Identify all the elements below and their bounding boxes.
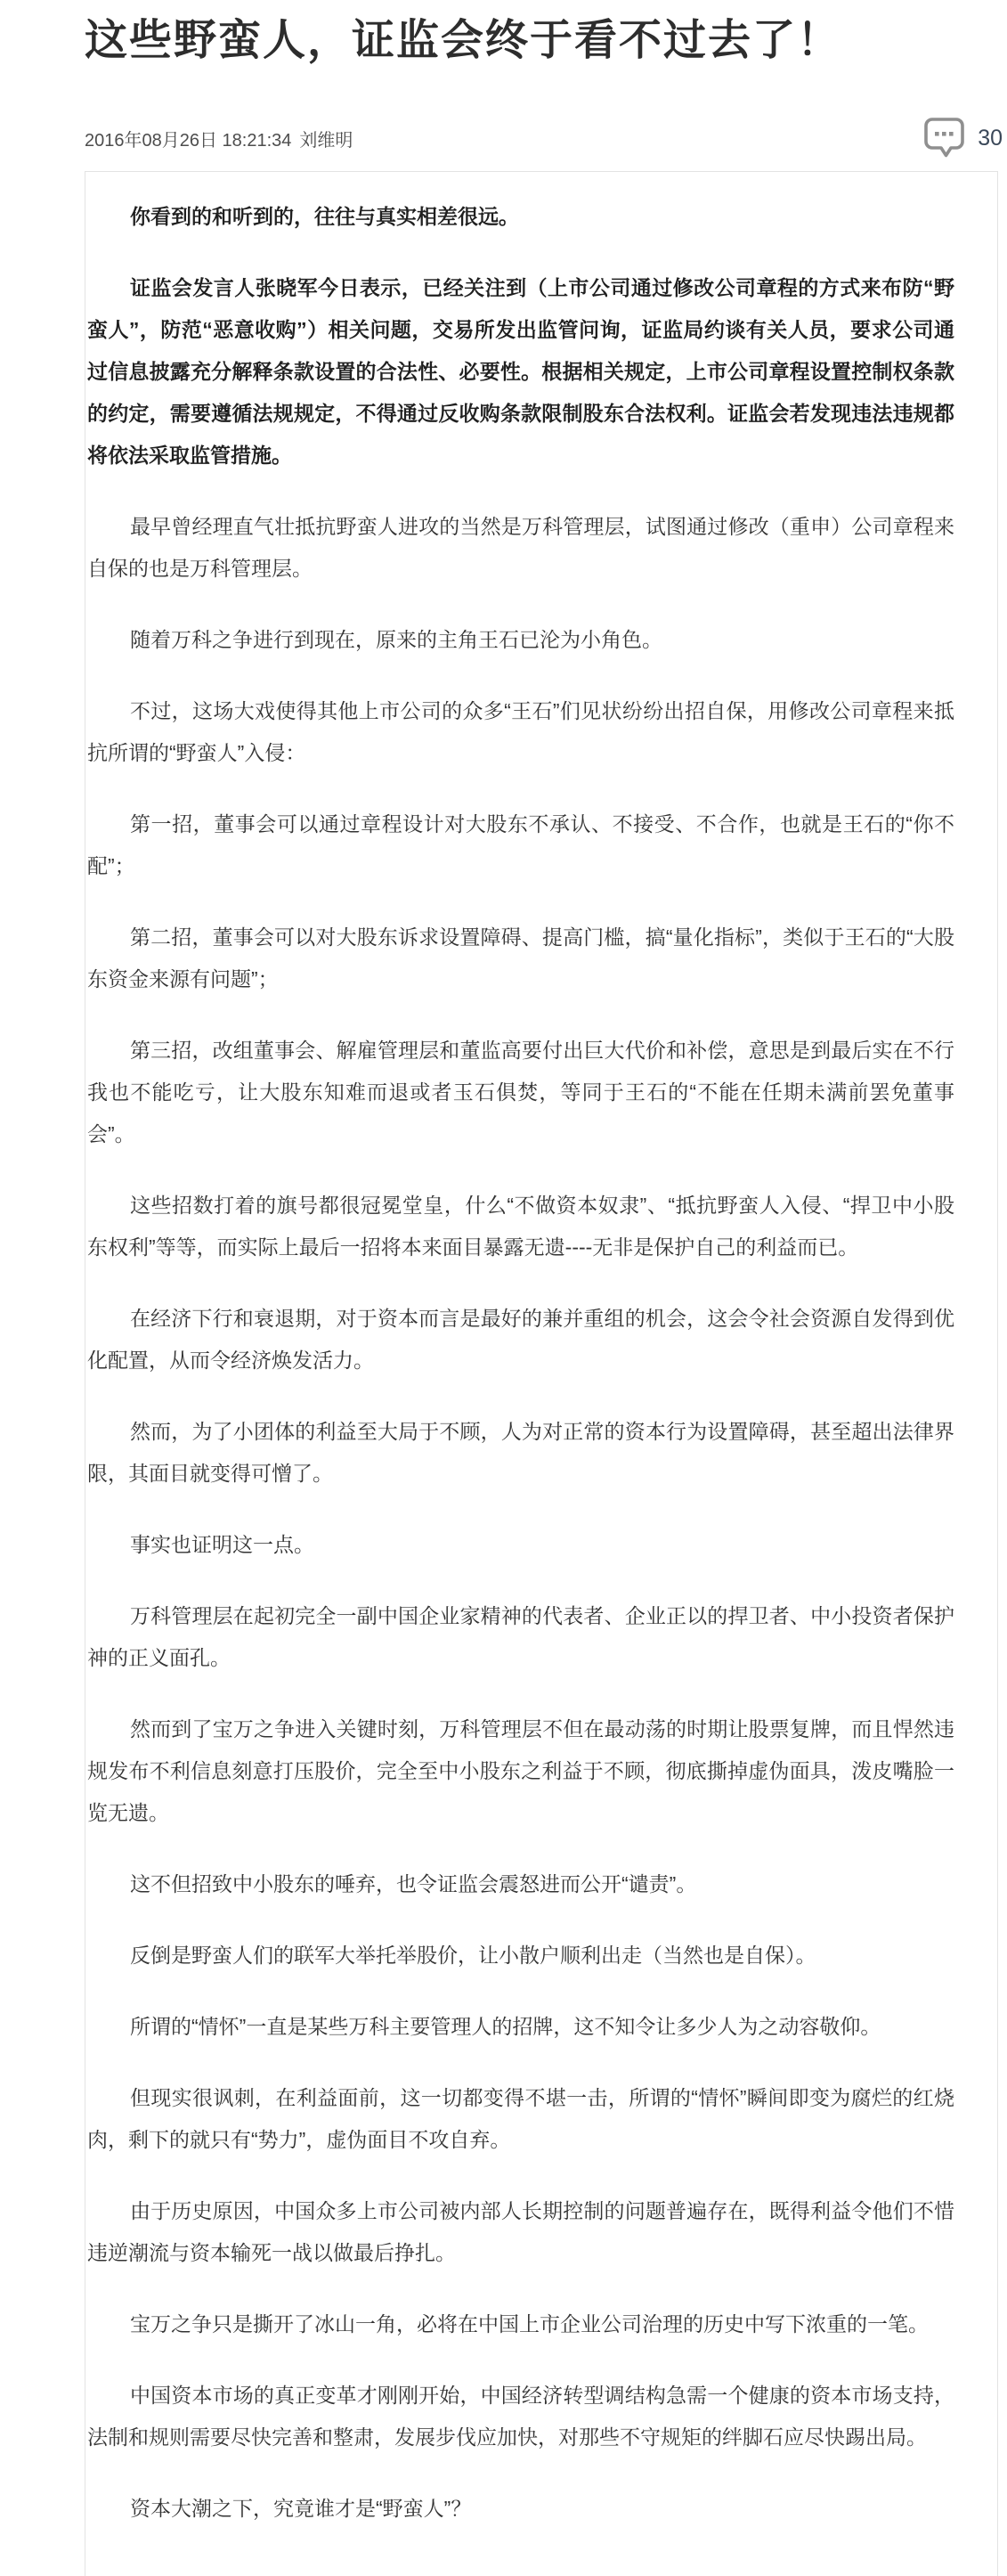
article-body [85, 171, 998, 2576]
article-meta [85, 126, 353, 151]
paragraph: 万科管理层在起初完全一副中国企业家精神的代表者、企业正以的捍卫者、中小投资者保护神的正义面孔。 [87, 1603, 954, 1669]
paragraph: 中国资本市场的真正变革才刚刚开始，中国经济转型调结构急需一个健康的资本市场支持，法制和规则需要尽快完善和整肃，发展步伐应加快，对那些不守规矩的绊脚石应尽快踢出局。 [87, 2383, 954, 2449]
article-title: 这些野蛮人，证监会终于看不过去了！ [85, 17, 842, 64]
paragraph: 第一招，董事会可以通过章程设计对大股东不承认、不接受、不合作，也就是王石的“你不配”； [87, 811, 954, 877]
paragraph: 第二招，董事会可以对大股东诉求设置障碍、提高门槛，搞“量化指标”，类似于王石的“大股东资金来源有问题”； [87, 925, 954, 990]
paragraph: 随着万科之争进行到现在，原来的主角王石已沦为小角色。 [130, 627, 662, 651]
article-page [85, 0, 1004, 2576]
paragraph: 事实也证明这一点。 [130, 1532, 314, 1556]
paragraph: 然而，为了小团体的利益至大局于不顾，人为对正常的资本行为设置障碍，甚至超出法律界限，其面目就变得可憎了。 [87, 1419, 954, 1485]
article-author: 刘维明 [299, 131, 353, 151]
paragraph: 第三招，改组董事会、解雇管理层和董监高要付出巨大代价和补偿，意思是到最后实在不行我也不能吃亏，让大股东知难而退或者玉石俱焚，等同于王石的“不能在任期未满前罢免董事会”。 [87, 1038, 954, 1145]
paragraph: 然而到了宝万之争进入关键时刻，万科管理层不但在最动荡的时期让股票复牌，而且悍然违规发布不利信息刻意打压股价，完全至中小股东之利益于不顾，彻底撕掉虚伪面具，泼皮嘴脸一览无遗。 [87, 1716, 954, 1824]
paragraph: 你看到的和听到的，往往与真实相差很远。 [130, 204, 519, 228]
paragraph: 这些招数打着的旗号都很冠冕堂皇，什么“不做资本奴隶”、“抵抗野蛮人入侵、“捍卫中小股东权利”等等，而实际上最后一招将本来面目暴露无遗----无非是保护自己的利益而已。 [87, 1193, 954, 1259]
comment-button[interactable] [923, 117, 1004, 161]
paragraph: 所谓的“情怀”一直是某些万科主要管理人的招牌，这不知令让多少人为之动容敬仰。 [130, 2014, 881, 2038]
paragraph: 在经济下行和衰退期，对于资本而言是最好的兼并重组的机会，这会令社会资源自发得到优化配置，从而令经济焕发活力。 [87, 1306, 954, 1372]
speech-bubble-icon [923, 117, 965, 161]
paragraph: 宝万之争只是撕开了冰山一角，必将在中国上市企业公司治理的历史中写下浓重的一笔。 [130, 2311, 929, 2336]
paragraph: 反倒是野蛮人们的联军大举托举股价，让小散户顺利出走（当然也是自保）。 [130, 1943, 816, 1967]
paragraph: 最早曾经理直气壮抵抗野蛮人进攻的当然是万科管理层，试图通过修改（重申）公司章程来自保的也是万科管理层。 [87, 514, 954, 580]
paragraph-list [87, 196, 954, 2530]
paragraph: 不过，这场大戏使得其他上市公司的众多“王石”们见状纷纷出招自保，用修改公司章程来抵抗所谓的“野蛮人”入侵： [87, 698, 954, 764]
article-datetime: 2016年08月26日 18:21:34 [85, 131, 292, 151]
comment-count: 30 [978, 126, 1003, 151]
paragraph: 但现实很讽刺，在利益面前，这一切都变得不堪一击，所谓的“情怀”瞬间即变为腐烂的红烧肉，剩下的就只有“势力”，虚伪面目不攻自弃。 [87, 2085, 954, 2151]
paragraph: 这不但招致中小股东的唾弃，也令证监会震怒进而公开“谴责”。 [130, 1871, 697, 1895]
paragraph: 由于历史原因，中国众多上市公司被内部人长期控制的问题普遍存在，既得利益令他们不惜违逆潮流与资本输死一战以做最后挣扎。 [87, 2198, 954, 2264]
paragraph: 资本大潮之下，究竟谁才是“野蛮人”？ [130, 2496, 472, 2520]
article-meta-row [85, 117, 1004, 161]
paragraph: 证监会发言人张晓军今日表示，已经关注到（上市公司通过修改公司章程的方式来布防“野蛮人”，防范“恶意收购”）相关问题，交易所发出监管问询，证监局约谈有关人员，要求公司通过信息披露充分解释条款设置的合法性、必要性。根据相关规定，上市公司章程设置控制权条款的约定，需要遵循法规规定，不得通过反收购条款限制股东合法权利。证监会若发现违法违规都将依法采取监管措施。 [87, 275, 954, 467]
